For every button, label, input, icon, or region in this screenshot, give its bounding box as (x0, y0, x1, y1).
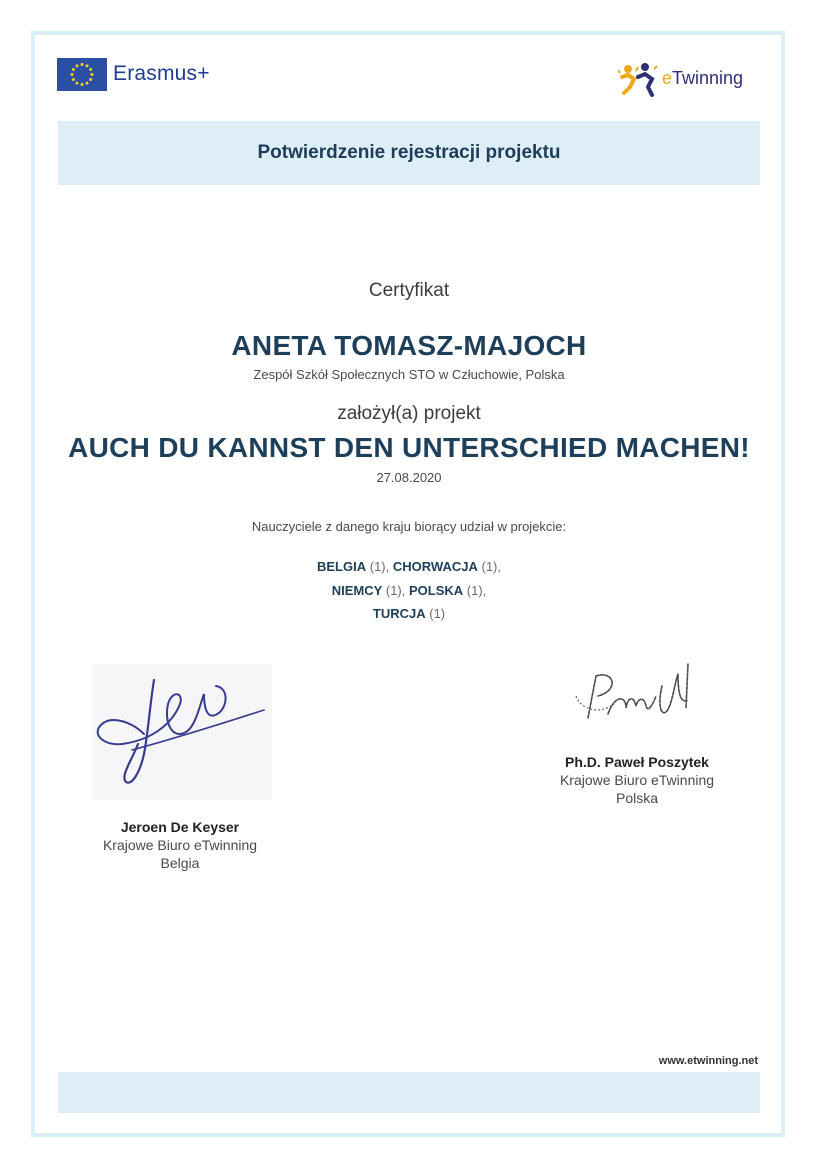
country-count: (1) (385, 582, 402, 598)
footer-band (58, 1072, 760, 1113)
country-name: CHORWACJA (392, 559, 478, 574)
eu-star-icon (76, 81, 79, 84)
signatory-org: Krajowe Biuro eTwinning (102, 837, 258, 853)
eu-star-icon (72, 78, 75, 81)
page-title: Potwierdzenie rejestracji projektu (257, 142, 561, 163)
country-name: TURCJA (372, 606, 426, 621)
erasmus-logo (57, 56, 210, 92)
countries-line-1: BELGIA (1), CHORWACJA (1), (316, 559, 501, 574)
country-name: POLSKA (409, 582, 464, 598)
eu-star-icon (71, 73, 74, 76)
country-name: NIEMCY (331, 582, 383, 598)
country-count: (1) (481, 559, 498, 574)
etwinning-logo (618, 56, 743, 100)
signatory-poland (537, 753, 737, 807)
signatory-country: Polska (615, 790, 659, 806)
eu-star-icon (81, 83, 84, 86)
teachers-label: Nauczyciele z danego kraju biorący udział w projekcie: (251, 519, 567, 534)
project-date: 27.08.2020 (376, 470, 442, 485)
etwinning-logo-text: eTwinning (662, 67, 744, 88)
countries-list (58, 555, 760, 626)
title-band (58, 121, 760, 185)
eu-star-icon (86, 81, 89, 84)
countries-line-2: NIEMCY (1), POLSKA (1), (331, 582, 487, 598)
signatory-org: Krajowe Biuro eTwinning (559, 772, 715, 788)
project-title: AUCH DU KANNST DEN UNTERSCHIED MACHEN! (68, 432, 750, 463)
person-name: ANETA TOMASZ-MAJOCH (231, 330, 587, 361)
eu-star-icon (89, 68, 92, 71)
country-count: (1) (429, 606, 446, 621)
countries-line-3 (58, 602, 760, 626)
country-count: (1) (369, 559, 386, 574)
eu-star-icon (76, 64, 79, 67)
eu-star-icon (89, 78, 92, 81)
eu-star-icon (86, 64, 89, 67)
founded-text: założył(a) projekt (337, 403, 481, 424)
signatory-belgium (80, 818, 280, 872)
country-name: BELGIA (316, 559, 367, 574)
school-name: Zespół Szkół Społecznych STO w Człuchowie, Polska (253, 367, 565, 382)
erasmus-logo-text: Erasmus+ (113, 62, 210, 85)
eu-star-icon (72, 68, 75, 71)
eu-star-icon (91, 73, 94, 76)
eu-flag-icon (57, 58, 107, 91)
signatory-name: Ph.D. Paweł Poszytek (565, 754, 709, 770)
certificate-label: Certyfikat (368, 280, 450, 301)
signature-belgium (92, 664, 272, 800)
etwinning-figures-icon (618, 57, 660, 99)
signatory-country: Belgia (160, 855, 200, 871)
eu-star-icon (81, 63, 84, 66)
footer-url: www.etwinning.net (658, 1055, 758, 1067)
signatory-name: Jeroen De Keyser (120, 819, 240, 835)
signature-poland (568, 656, 718, 736)
country-count: (1) (466, 582, 483, 598)
